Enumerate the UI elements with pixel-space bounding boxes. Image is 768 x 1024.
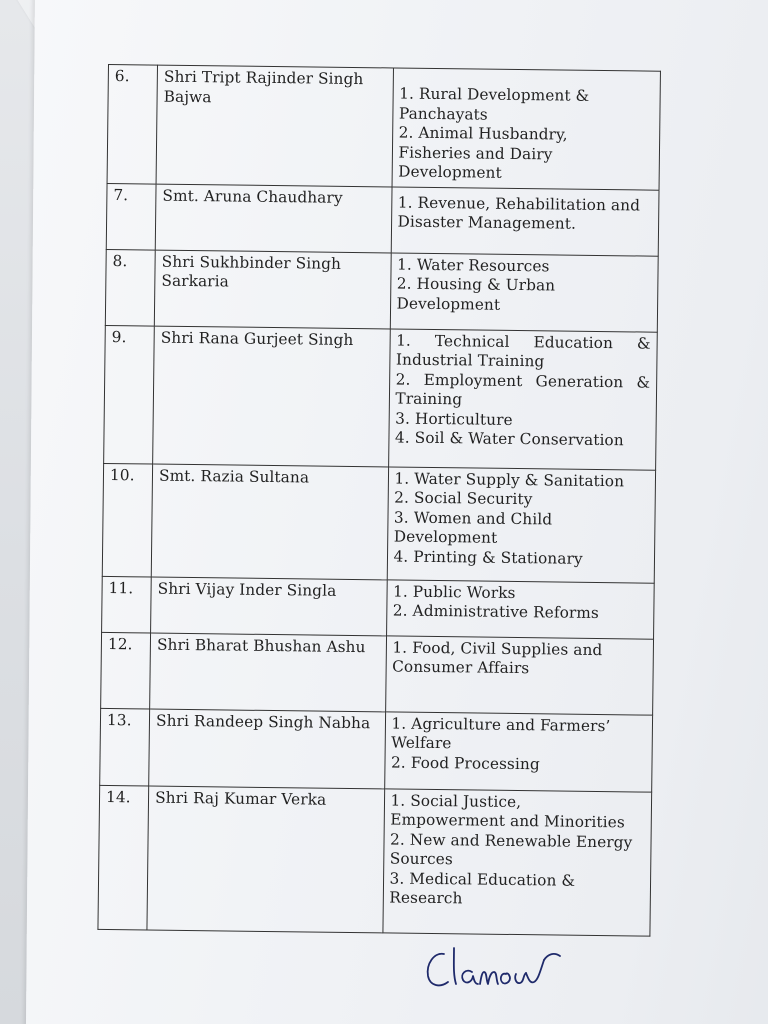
portfolio-line: 1. Technical Education & [396, 331, 651, 353]
portfolio-table [97, 64, 661, 936]
portfolio-line: 1. Agriculture and Farmers’ [391, 713, 611, 735]
portfolio-line: Development [398, 162, 502, 182]
signature-stroke [544, 954, 560, 960]
portfolio-line: 4. Soil & Water Conservation [394, 428, 624, 450]
serial-number: 8. [105, 249, 155, 326]
signature-stroke [462, 971, 478, 984]
portfolio-line: 1. Rural Development & [399, 84, 590, 105]
portfolio-line: 3. Medical Education & [389, 868, 576, 890]
minister-name: Smt. Razia Sultana [151, 464, 388, 580]
portfolio-line: Industrial Training [395, 350, 545, 371]
table-row [100, 708, 653, 792]
minister-name: Shri Rana Gurjeet Singh [153, 326, 390, 467]
portfolio-cell [385, 635, 653, 714]
portfolio-line: Welfare [391, 733, 452, 753]
minister-name: Smt. Aruna Chaudhary [155, 184, 391, 253]
table-row [104, 325, 658, 470]
portfolio-line: 4. Printing & Stationary [393, 547, 583, 568]
minister-name: Shri Bharat Bhushan Ashu [150, 633, 386, 712]
serial-number: 10. [102, 463, 152, 577]
minister-name: Shri Tript Rajinder Singh Bajwa [156, 65, 393, 186]
signature-stroke [480, 972, 498, 984]
portfolio-cell [384, 711, 652, 791]
portfolio-line: Panchayats [398, 104, 488, 124]
table-row [102, 463, 655, 583]
table-row [105, 249, 658, 332]
table-row [107, 64, 660, 189]
signature-stroke [526, 960, 544, 982]
portfolio-line: Consumer Affairs [392, 657, 530, 678]
portfolio-line: 2. Employment Generation & [395, 370, 651, 392]
portfolio-line: Empowerment and Minorities [390, 810, 625, 832]
portfolio-cell [391, 186, 659, 255]
serial-number: 6. [107, 64, 158, 183]
portfolio-cell [388, 328, 657, 469]
portfolio-line: Research [389, 888, 463, 908]
portfolio-line: 2. Housing & Urban [396, 274, 556, 295]
portfolio-line: 1. Social Justice, [390, 790, 522, 811]
minister-name: Shri Sukhbinder Singh Sarkaria [154, 250, 390, 329]
portfolio-cell [387, 466, 656, 582]
portfolio-line: Disaster Management. [397, 212, 577, 233]
table-row [106, 183, 659, 256]
serial-number: 13. [100, 708, 150, 786]
minister-name: Shri Randeep Singh Nabha [149, 709, 385, 789]
portfolio-line: 2. Animal Husbandry, [398, 123, 568, 144]
serial-number: 12. [101, 632, 151, 709]
serial-number: 7. [106, 183, 156, 250]
portfolio-line: 2. Food Processing [390, 752, 540, 773]
signature-stroke [428, 954, 448, 986]
serial-number: 9. [104, 325, 155, 464]
serial-number: 11. [102, 576, 152, 633]
portfolio-cell [390, 252, 658, 331]
portfolio-line: 3. Horticulture [395, 409, 513, 429]
portfolio-cell [382, 788, 651, 935]
signature-stroke [501, 973, 510, 983]
signature-stroke [515, 973, 526, 983]
signature-stroke [454, 948, 456, 984]
portfolio-line: 1. Revenue, Rehabilitation and [397, 193, 641, 214]
portfolio-line: Development [393, 527, 498, 547]
table-row [98, 785, 652, 936]
portfolio-line: Training [395, 389, 463, 409]
portfolio-line: 1. Food, Civil Supplies and [392, 637, 603, 659]
portfolio-line: 2. Administrative Reforms [392, 601, 600, 623]
portfolio-cell [386, 579, 654, 638]
table-row [102, 576, 655, 639]
portfolio-line: 2. Social Security [394, 488, 533, 509]
table-row [101, 632, 654, 715]
portfolio-line: 1. Public Works [392, 581, 516, 602]
portfolio-line: 1. Water Resources [396, 255, 550, 275]
handwritten-signature [420, 942, 580, 1002]
portfolio-line: 2. New and Renewable Energy [389, 829, 633, 851]
portfolio-line: Development [396, 294, 501, 314]
minister-name: Shri Vijay Inder Singla [151, 577, 387, 636]
portfolio-line: Fisheries and Dairy [398, 143, 553, 163]
portfolio-line: 3. Women and Child [393, 508, 553, 528]
portfolio-line: 1. Water Supply & Sanitation [394, 469, 625, 490]
portfolio-line: Sources [389, 849, 453, 869]
portfolio-cell [392, 68, 661, 190]
serial-number: 14. [98, 785, 149, 930]
minister-name: Shri Raj Kumar Verka [147, 786, 384, 933]
